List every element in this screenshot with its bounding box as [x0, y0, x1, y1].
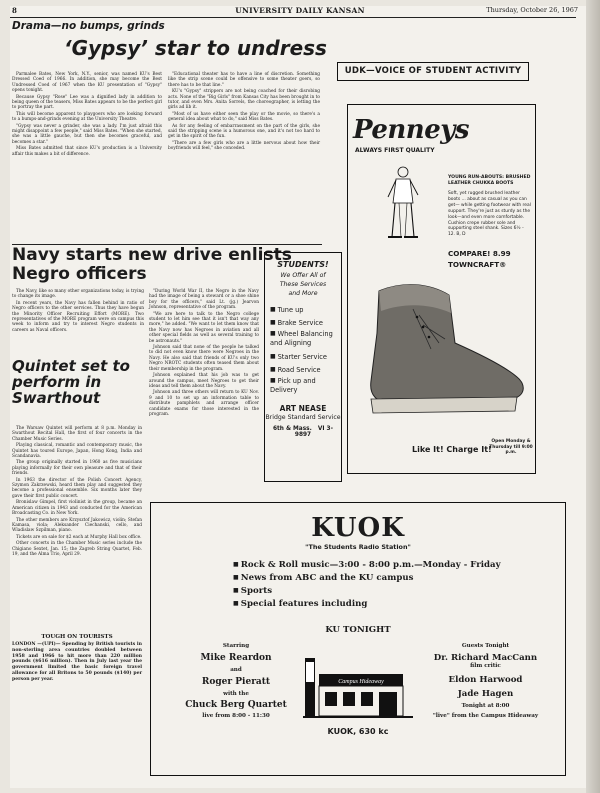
service-item: ■ Wheel Balancing and Aligning — [270, 330, 341, 348]
paragraph: Miss Bates admitted that since KU's production is a University affair this makes a bit of difference. — [12, 146, 162, 157]
gypsy-kicker: Drama—no bumps, grinds — [12, 20, 165, 32]
navy-column-2 — [149, 289, 259, 418]
charge-slogan: Like It! Charge It! — [412, 445, 492, 454]
guest-3: Jade Hagen — [457, 689, 514, 699]
compare-price: COMPARE! 8.99 — [448, 249, 511, 258]
feature-item: ■ News from ABC and the KU campus — [233, 572, 501, 585]
feature-item: ■ Special features including — [233, 598, 501, 611]
penneys-slogan: ALWAYS FIRST QUALITY — [355, 147, 435, 154]
paragraph: This will become apparent to playgoers who are looking forward to a bumps-and-grinds evening at the University Theatre. — [12, 111, 162, 123]
with-label: with the — [223, 691, 249, 697]
art-nease-name: ART NEASE — [279, 404, 327, 413]
paragraph: "Educational theater has to have a line of discretion. Something like the strip scene could be offensive to some theater goers, so there has to be that line." — [168, 72, 320, 88]
ku-tonight: KU TONIGHT — [325, 625, 391, 635]
kuok-tagline: "The Students Radio Station" — [305, 543, 411, 551]
host-1: Mike Reardon — [200, 653, 272, 663]
guest-2: Eldon Harwood — [448, 675, 523, 685]
paragraph: Other concerts in the Chamber Music series include the Chigiano Sextet, Jan. 15; the Zagreb String Quartet, Feb. 19, and the Alma Trio, April 29. — [12, 541, 142, 557]
guest-1-role: film critic — [470, 663, 501, 669]
kuok-ad — [150, 502, 566, 776]
paragraph: Johnson said that none of the people he talked to did not even know there were Negroes in the Navy. He also said that friends of KU's only two Negro NROTC students often teased them about their membership in the program. — [149, 345, 259, 372]
paragraph: "There are a few girls who are a little nervous about how their boyfriends will feel," she conceded. — [168, 140, 320, 152]
hosts-block — [171, 643, 301, 719]
navy-headline: Navy starts new drive enlists Negro officers — [12, 245, 292, 284]
paragraph: As for any feeling of embarrassment on the part of the girls, she said the stripping scene is a humorous one, and it's not too hard to get in the spirit of the fun. — [168, 123, 320, 140]
issue-date: Thursday, October 26, 1967 — [486, 6, 578, 14]
service-list — [270, 304, 341, 395]
service-item: ■ Road Service — [270, 364, 341, 377]
station-contact — [265, 426, 341, 438]
ad-headline: YOUNG RUN-ABOUTS: BRUSHED LEATHER CHUKKA BOOTS — [448, 175, 531, 186]
hideaway-sign: Campus Hideaway — [338, 679, 384, 685]
penneys-ad — [347, 104, 536, 474]
paragraph: The group originally started in 1960 as five musicians playing informally for their own pleasure and that of their friends. — [12, 460, 142, 477]
paragraph: "We are here to talk to the Negro college student to let him see that it isn't that way any more," he added. "We want to let them know that the Navy now has Negroes in aviation and all other special fields as well as several training to be astronauts." — [149, 311, 259, 344]
page-number: 8 — [12, 6, 17, 15]
paragraph: In 1963 the director of the Polish Concert Agency, Szymon Zakrzewski, heard them play and suggested they become a professional ensemble. Six months later they gave their first public concert. — [12, 477, 142, 499]
tough-headline: TOUGH ON TOURISTS — [41, 634, 113, 640]
store-hours: Open Monday & Thursday till 9:00 p.m. — [489, 439, 533, 456]
paragraph: Playing classical, romantic and contemporary music, the Quintet has toured Europe, Japan, Hong Kong, India and Scandanavia. — [12, 443, 142, 460]
starring-label: Starring — [222, 643, 250, 649]
kuok-frequency: KUOK, 630 kc — [327, 727, 389, 736]
paragraph: "Gypsy was never a grinder, she was a lady. I'm just afraid this might disappoint a few people," said Miss Bates. "When she started, she was a little gauche, but then she becomes graceful, and becomes a star." — [12, 123, 162, 145]
and-label: and — [230, 667, 242, 673]
man-figure-illustration — [380, 165, 426, 243]
service-item: ■ Tune up — [270, 304, 341, 317]
paragraph: "During World War II, the Negro in the Navy had the image of being a steward or a shoe shine boy for the officers," said Lt. (jg.) Jearvon Johnson, representative of the program. — [149, 289, 259, 311]
gypsy-headline: ‘Gypsy’ star to undress — [64, 36, 327, 60]
feature-item: ■ Rock & Roll music—3:00 - 8:00 p.m.—Monday - Friday — [233, 559, 501, 572]
towncraft-brand: TOWNCRAFT® — [448, 260, 507, 269]
art-nease-ad — [264, 252, 342, 482]
navy-column-1 — [12, 289, 144, 334]
feature-item: ■ Sports — [233, 585, 501, 598]
paragraph: The Navy, like so many other organizations today, is trying to change its image. — [12, 289, 144, 300]
guest-time: Tonight at 8:00 — [461, 703, 510, 709]
paragraph: Because Gypsy "Rose" Lee was a dignified lady in addition to being queen of the teasers, Miss Bates appears to be the perfect girl to portray the part. — [12, 94, 162, 111]
paragraph: In recent years, the Navy has fallen behind in ratio of Negro officers to the other services. Thus they have begun the Minority Officer Recruiting Effort (MORE). Two representatives of the MORE program were on campus this week to inform and try to interest Negro students in careers as Naval officers. — [12, 300, 144, 333]
paragraph: Johnson explained that his job was to get around the campus, meet Negroes to get their ideas and tell them about the Navy. — [149, 373, 259, 389]
offer-text — [265, 271, 341, 298]
campus-hideaway-illustration — [303, 648, 413, 722]
paragraph: Johnson and three others will return to KU Nov. 9 and 10 to set up an information table to distribute pamphlets and arrange officer candidate exams for those interested in the program. — [149, 390, 259, 417]
station-address: 6th & Mass. — [273, 426, 312, 432]
paragraph: "Most of us have either seen the play or the movie, so there's a general idea about what to do," said Miss Bates. — [168, 111, 320, 123]
scan-edge — [586, 0, 600, 793]
paragraph: KU's "Gypsy" strippers are not being coached for their disrobing acts. None of the "Big Girls" from Kansas City has been brought in to tutor, and even Mrs. Anita Sorrels, the choreographer, is letting the girls ad lib it. — [168, 89, 320, 111]
quintet-headline: Quintet set to perform in Swarthout — [12, 357, 130, 407]
guests-label: Guests Tonight — [461, 643, 510, 649]
paragraph: Bronislaw Gimpel, first violinist in the group, became an American citizen in 1943 and conducted for the American Broadcasting Co. in New York. — [12, 500, 142, 517]
paragraph: Parmalee Bates, New York, N.Y., senior, was named KU's Best Dressed Coed of 1966. In addition, she may become the Best Undressed Coed of 1967 when the KU presentation of "Gypsy" opens tonight. — [12, 72, 162, 94]
header-rule — [10, 17, 576, 18]
tough-body: LONDON —(UPI)— Spending by British tourists in non-sterling area countries doubled between 1958 and 1966 to hit more than 220 million pounds ($616 million). Then in July last year the government limited the basic foreign travel allowance for all Britons to 50 pounds ($140) per person per year. — [12, 642, 142, 682]
kuok-callsign: KUOK — [311, 513, 405, 543]
paragraph: Tickets are on sale for $2 each at Murphy Hall box office. — [16, 534, 142, 540]
offer-line: We Offer All of — [280, 272, 326, 279]
service-item: ■ Brake Service — [270, 317, 341, 330]
paragraph: The Warsaw Quintet will perform at 8 p.m. Monday in Swarthout Recital Hall, the first of four concerts in the Chamber Music Series. — [12, 426, 142, 442]
kuok-feature-list — [233, 559, 501, 611]
station-phone: VI 3-9897 — [294, 426, 333, 438]
guest-1: Dr. Richard MacCann — [433, 653, 538, 663]
service-item: ■ Pick up and Delivery — [270, 377, 341, 395]
offer-line: These Services — [279, 281, 327, 288]
station-name: Bridge Standard Service — [265, 414, 341, 421]
guests-block — [413, 643, 558, 719]
udk-box: UDK—VOICE OF STUDENT ACTIVITY — [337, 62, 529, 81]
guest-live: "live" from the Campus Hideaway — [432, 713, 539, 719]
gypsy-column-2 — [168, 72, 320, 153]
band-name: Chuck Berg Quartet — [185, 700, 287, 710]
offer-line: and More — [288, 290, 318, 297]
chukka-boot-illustration — [351, 273, 531, 421]
paragraph: The other members are Krzysztof Jakowicz, violin; Stefan Kamasa, viola; Aleksander Ciechanski, cello, and Wladislaw Szpilman, piano. — [12, 517, 142, 534]
students-banner: STUDENTS! — [277, 260, 329, 269]
service-item: ■ Starter Service — [270, 351, 341, 364]
ad-body: Soft, yet rugged brushed leather boots ... about as casual as you can get— while getting footwear with real support. They're just as sturdy as the look—and even more comfortable. Cushion crepe rubber sole and supporting steel shank. Sizes 6½ - 12. B, D — [448, 191, 531, 238]
newspaper-page — [10, 6, 586, 788]
host-2: Roger Pieratt — [201, 677, 271, 687]
gypsy-column-1 — [12, 72, 162, 158]
quintet-body — [12, 426, 142, 558]
masthead: UNIVERSITY DAILY KANSAN — [235, 6, 365, 15]
penneys-logo: Penneys — [353, 115, 469, 145]
live-time: live from 8:00 - 11:30 — [202, 713, 270, 719]
